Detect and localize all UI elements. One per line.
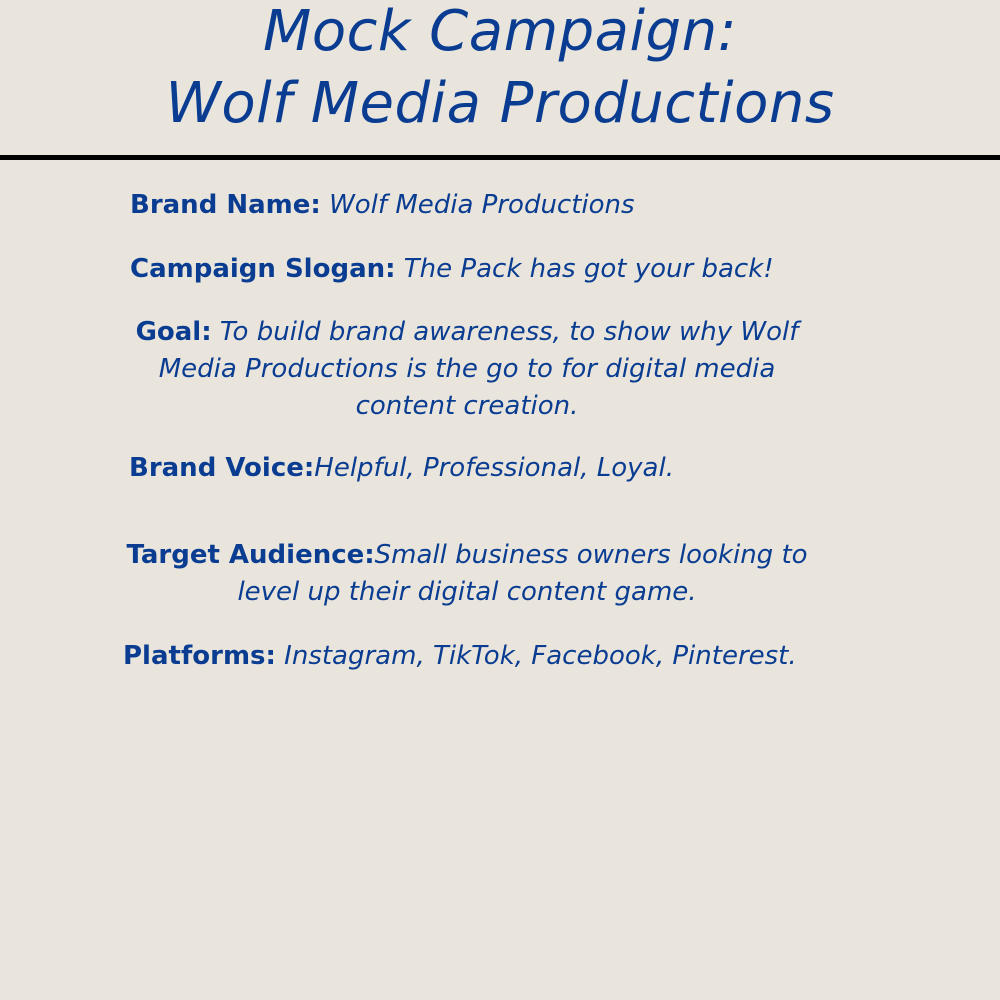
title-divider: [0, 155, 1000, 160]
brand-name-label: Brand Name:: [130, 190, 321, 220]
brand-name-field: [130, 187, 635, 224]
target-audience-label: Target Audience:: [126, 540, 375, 570]
title-line-1: Mock Campaign:: [263, 0, 737, 64]
brand-name-value: Wolf Media Productions: [329, 190, 635, 220]
brand-voice-label: Brand Voice:: [129, 453, 315, 483]
platforms-value: Instagram, TikTok, Facebook, Pinterest.: [284, 641, 797, 671]
brand-voice-value: Helpful, Professional, Loyal.: [314, 453, 674, 483]
target-audience-value: Small business owners looking to level up their digital content game.: [237, 540, 808, 607]
target-audience-field: [112, 537, 822, 611]
campaign-slogan-field: [130, 251, 774, 288]
goal-value: To build brand awareness, to show why Wolf Media Productions is the go to for digital media content creation.: [158, 317, 799, 421]
goal-field: [122, 314, 812, 425]
goal-label: Goal:: [135, 317, 212, 347]
platforms-label: Platforms:: [123, 641, 276, 671]
campaign-slogan-label: Campaign Slogan:: [130, 254, 396, 284]
brand-voice-field: [129, 450, 674, 487]
platforms-field: [123, 638, 797, 675]
title-line-2: Wolf Media Productions: [165, 71, 835, 136]
campaign-slogan-value: The Pack has got your back!: [403, 254, 774, 284]
